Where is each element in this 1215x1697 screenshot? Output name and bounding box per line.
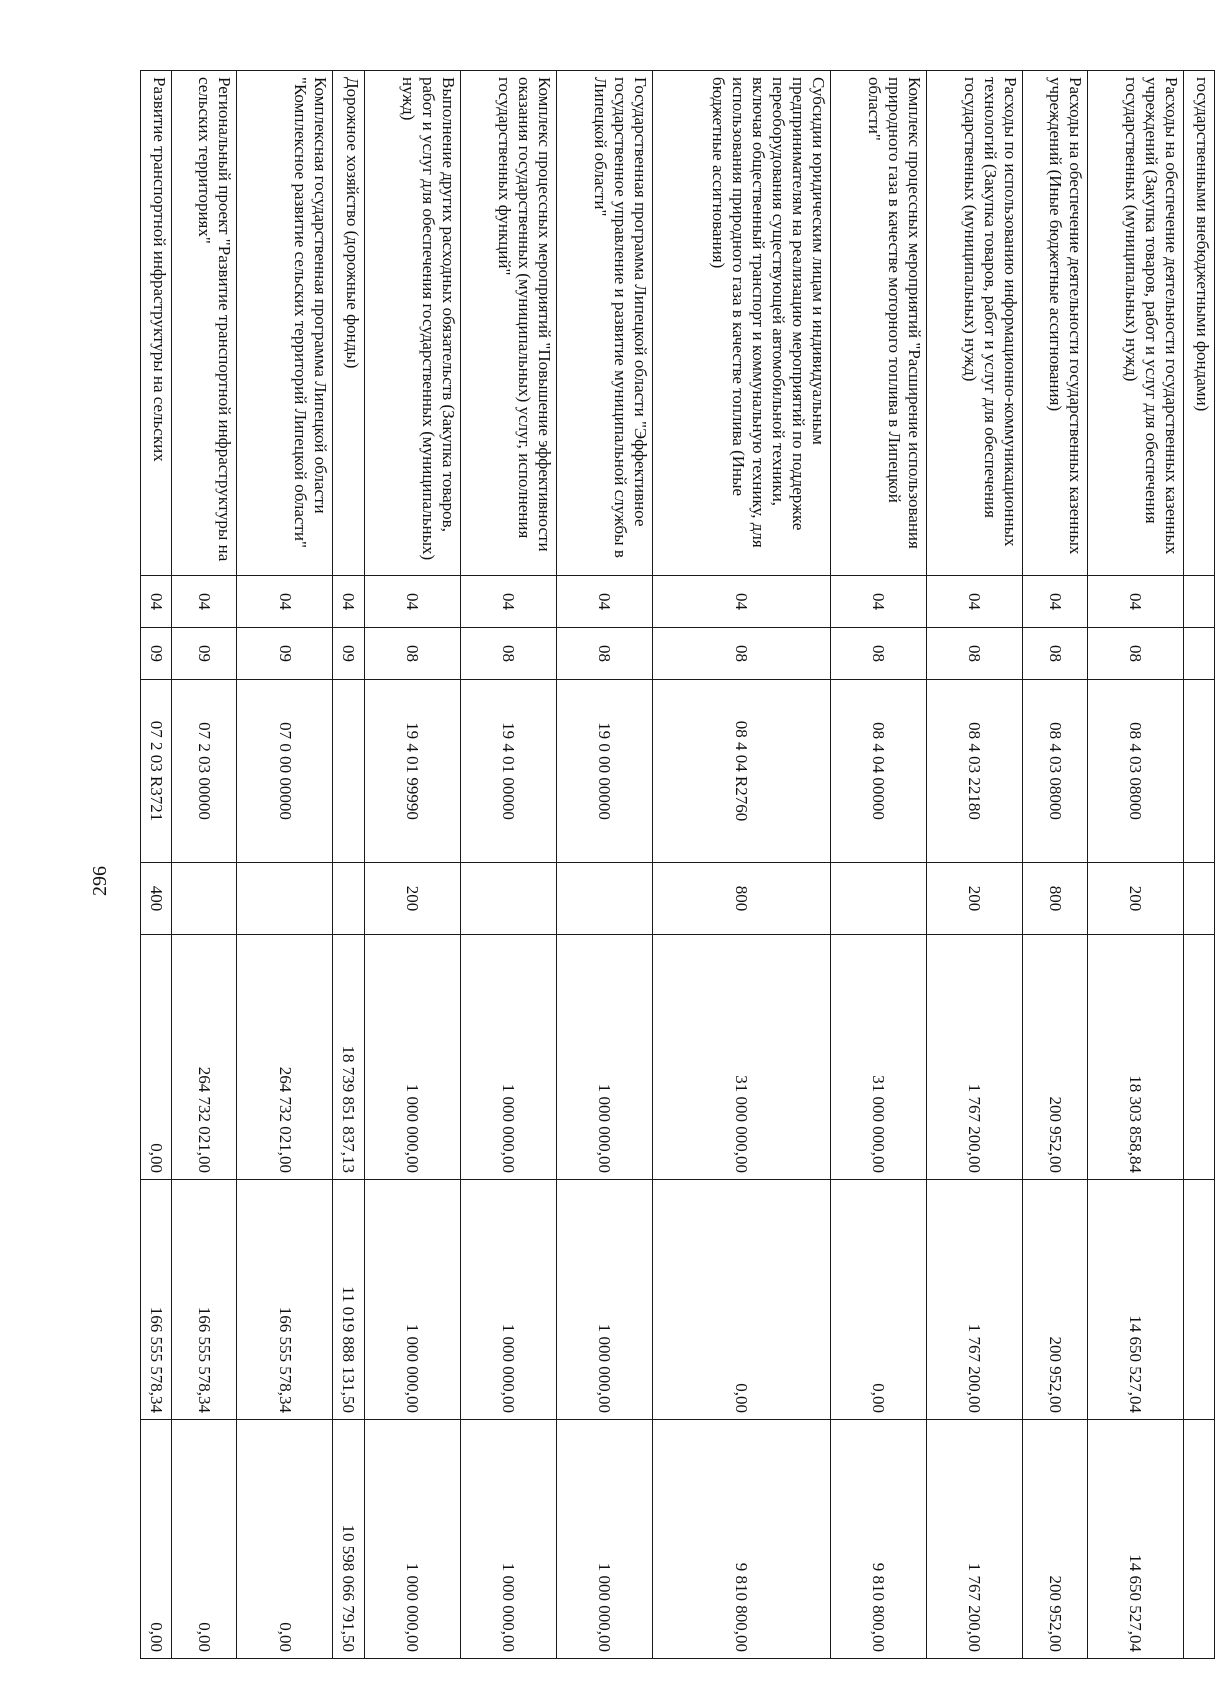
table-row [333,71,364,1659]
row-name-cell: Региональный проект "Развитие транспортной инфраструктуры на сельских территориях" [172,71,237,576]
table-row [237,71,333,1659]
target-article-cell: 07 0 00 00000 [237,680,333,863]
table-row [1183,71,1214,1659]
section-code-cell: 04 [364,576,460,628]
row-name-cell: Комплекс процессных мероприятий "Повышение эффективности оказания государственных (муниципальных) услуг, исполнения государственных функций" [460,71,556,576]
subsection-code-cell: 09 [237,628,333,680]
section-code-cell: 04 [652,576,830,628]
subsection-code-cell: 08 [364,628,460,680]
table-row [556,71,652,1659]
amount-year3-cell: 0,00 [237,1420,333,1659]
target-article-cell: 08 4 03 22180 [926,680,1022,863]
amount-year1-cell: 1 767 200,00 [926,935,1022,1180]
section-code-cell: 04 [830,576,926,628]
expense-type-cell [556,863,652,935]
amount-year3-cell: 1 000 000,00 [556,1420,652,1659]
section-code-cell: 04 [460,576,556,628]
amount-year2-cell: 166 555 578,34 [237,1180,333,1420]
target-article-cell: 07 2 03 00000 [172,680,237,863]
amount-year2-cell: 1 000 000,00 [460,1180,556,1420]
table-row [652,71,830,1659]
subsection-code-cell: 09 [172,628,237,680]
expense-type-cell [460,863,556,935]
amount-year1-cell: 0,00 [141,935,172,1180]
section-code-cell: 04 [926,576,1022,628]
target-article-cell: 07 2 03 R3721 [141,680,172,863]
row-name-cell: Расходы на обеспечение деятельности государственных казенных учреждений (Закупка товаров, работ и услуг для обеспечения государственных (муниципальных) нужд) [1087,71,1183,576]
amount-year3-cell [1183,1420,1214,1659]
amount-year3-cell: 9 810 800,00 [830,1420,926,1659]
amount-year1-cell: 31 000 000,00 [830,935,926,1180]
amount-year1-cell: 200 952,00 [1022,935,1087,1180]
subsection-code-cell: 09 [141,628,172,680]
amount-year1-cell: 1 000 000,00 [556,935,652,1180]
row-name-cell: Дорожное хозяйство (дорожные фонды) [333,71,364,576]
expense-type-cell: 800 [1022,863,1087,935]
amount-year1-cell: 1 000 000,00 [364,935,460,1180]
subsection-code-cell [1183,628,1214,680]
section-code-cell: 04 [237,576,333,628]
rotated-table-container [140,70,1215,1658]
target-article-cell [1183,680,1214,863]
amount-year1-cell [1183,935,1214,1180]
amount-year2-cell: 1 000 000,00 [364,1180,460,1420]
amount-year3-cell: 0,00 [141,1420,172,1659]
table-row [172,71,237,1659]
subsection-code-cell: 08 [652,628,830,680]
subsection-code-cell: 09 [333,628,364,680]
section-code-cell: 04 [141,576,172,628]
subsection-code-cell: 08 [1022,628,1087,680]
amount-year2-cell: 0,00 [652,1180,830,1420]
section-code-cell: 04 [556,576,652,628]
row-name-cell: Развитие транспортной инфраструктуры на сельских [141,71,172,576]
row-name-cell: Комплексная государственная программа Липецкой области "Комплексное развитие сельских территорий Липецкой области" [237,71,333,576]
subsection-code-cell: 08 [556,628,652,680]
subsection-code-cell: 08 [830,628,926,680]
table-row [460,71,556,1659]
table-row [364,71,460,1659]
amount-year2-cell: 14 650 527,04 [1087,1180,1183,1420]
expense-type-cell: 800 [652,863,830,935]
row-name-cell: государственными внебюджетными фондами) [1183,71,1214,576]
amount-year2-cell: 0,00 [830,1180,926,1420]
table-row [141,71,172,1659]
section-code-cell: 04 [1022,576,1087,628]
amount-year3-cell: 0,00 [172,1420,237,1659]
amount-year1-cell: 264 732 021,00 [237,935,333,1180]
amount-year2-cell: 1 767 200,00 [926,1180,1022,1420]
expense-type-cell: 200 [364,863,460,935]
subsection-code-cell: 08 [1087,628,1183,680]
amount-year1-cell: 18 739 851 837,13 [333,935,364,1180]
table-row [1087,71,1183,1659]
row-name-cell: Комплекс процессных мероприятий "Расширение использования природного газа в качестве моторного топлива в Липецкой области" [830,71,926,576]
amount-year3-cell: 1 000 000,00 [460,1420,556,1659]
expense-type-cell [333,863,364,935]
row-name-cell: Расходы на обеспечение деятельности государственных казенных учреждений (Иные бюджетные ассигнования) [1022,71,1087,576]
budget-table [140,70,1215,1659]
row-name-cell: Расходы по использованию информационно-коммуникационных технологий (Закупка товаров, работ и услуг для обеспечения государственных (муниципальных) нужд) [926,71,1022,576]
amount-year3-cell: 200 952,00 [1022,1420,1087,1659]
table-row [830,71,926,1659]
amount-year3-cell: 1 767 200,00 [926,1420,1022,1659]
expense-type-cell [172,863,237,935]
target-article-cell: 08 4 03 08000 [1022,680,1087,863]
amount-year2-cell: 11 019 888 131,50 [333,1180,364,1420]
section-code-cell: 04 [333,576,364,628]
target-article-cell: 19 0 00 00000 [556,680,652,863]
amount-year2-cell: 200 952,00 [1022,1180,1087,1420]
section-code-cell [1183,576,1214,628]
section-code-cell: 04 [172,576,237,628]
page-number: 296 [89,866,111,896]
target-article-cell: 19 4 01 99990 [364,680,460,863]
expense-type-cell: 200 [926,863,1022,935]
amount-year3-cell: 9 810 800,00 [652,1420,830,1659]
amount-year3-cell: 10 598 066 791,50 [333,1420,364,1659]
amount-year3-cell: 14 650 527,04 [1087,1420,1183,1659]
target-article-cell: 08 4 04 R2760 [652,680,830,863]
row-name-cell: Государственная программа Липецкой области "Эффективное государственное управление и развитие муниципальной службы в Липецкой области" [556,71,652,576]
amount-year1-cell: 31 000 000,00 [652,935,830,1180]
expense-type-cell: 200 [1087,863,1183,935]
table-row [1022,71,1087,1659]
row-name-cell: Субсидии юридическим лицам и индивидуальным предпринимателям на реализацию мероприятий по поддержке переоборудования существующей автомобильной техники, включая общественный транспорт и коммунальную технику, для использования природного газа в качестве топлива (Иные бюджетные ассигнования) [652,71,830,576]
amount-year2-cell: 166 555 578,34 [141,1180,172,1420]
target-article-cell [333,680,364,863]
row-name-cell: Выполнение других расходных обязательств (Закупка товаров, работ и услуг для обеспечения государственных (муниципальных) нужд) [364,71,460,576]
target-article-cell: 19 4 01 00000 [460,680,556,863]
target-article-cell: 08 4 04 00000 [830,680,926,863]
expense-type-cell [237,863,333,935]
table-row [926,71,1022,1659]
table-body [141,71,1215,1659]
amount-year2-cell: 1 000 000,00 [556,1180,652,1420]
expense-type-cell: 400 [141,863,172,935]
expense-type-cell [830,863,926,935]
subsection-code-cell: 08 [926,628,1022,680]
target-article-cell: 08 4 03 08000 [1087,680,1183,863]
expense-type-cell [1183,863,1214,935]
amount-year3-cell: 1 000 000,00 [364,1420,460,1659]
amount-year1-cell: 264 732 021,00 [172,935,237,1180]
amount-year2-cell [1183,1180,1214,1420]
section-code-cell: 04 [1087,576,1183,628]
subsection-code-cell: 08 [460,628,556,680]
amount-year2-cell: 166 555 578,34 [172,1180,237,1420]
amount-year1-cell: 18 303 858,84 [1087,935,1183,1180]
amount-year1-cell: 1 000 000,00 [460,935,556,1180]
